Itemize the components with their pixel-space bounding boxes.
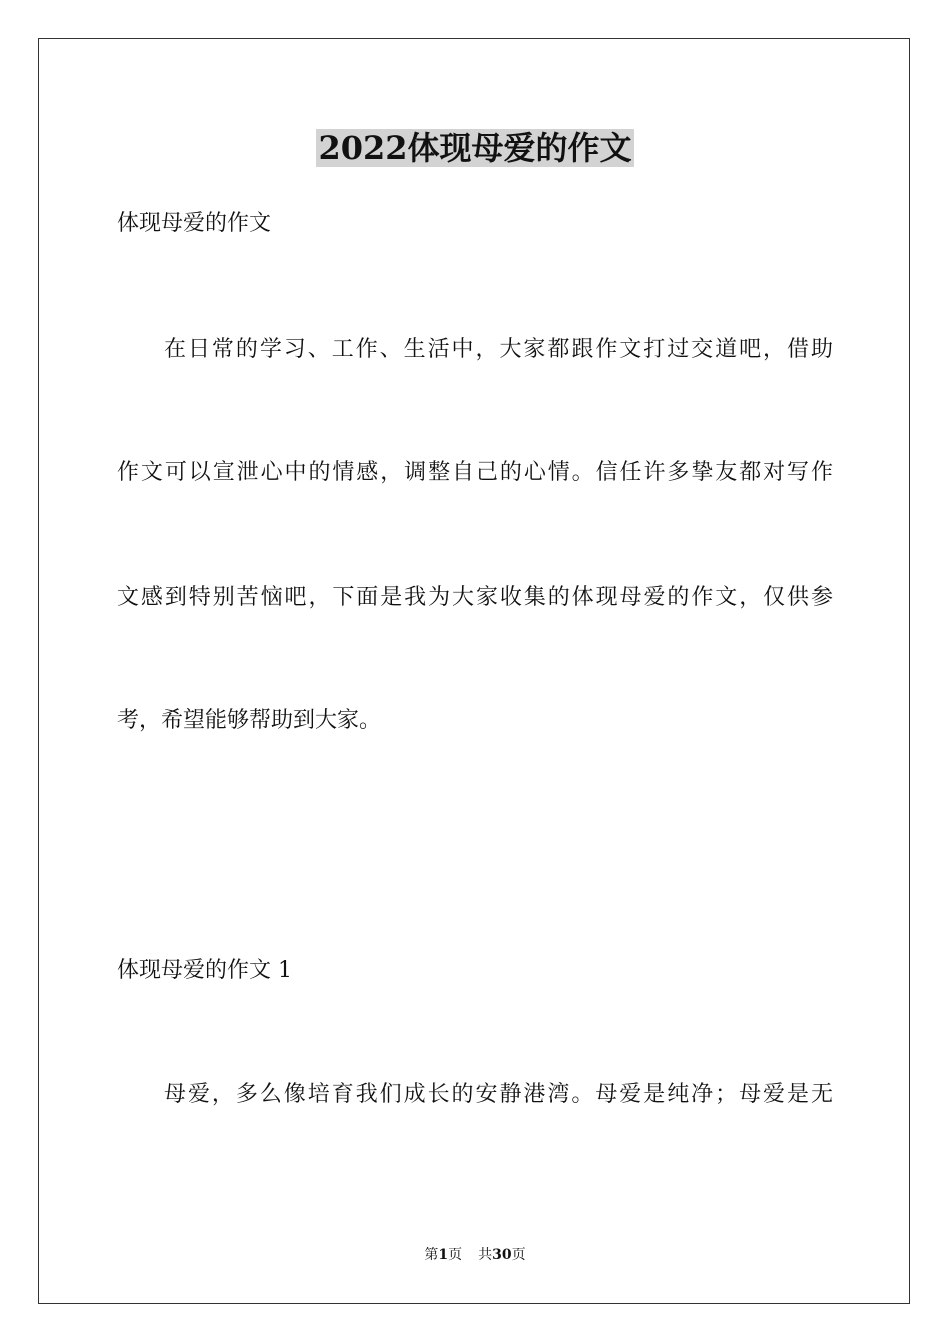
section-heading: 体现母爱的作文 1 bbox=[117, 958, 292, 983]
document-title-text: 2022体现母爱的作文 bbox=[318, 129, 632, 167]
intro-paragraph-line: 考，希望能够帮助到大家。 bbox=[117, 708, 382, 733]
document-title bbox=[0, 126, 950, 170]
intro-paragraph-line: 在日常的学习、工作、生活中，大家都跟作文打过交道吧，借助 bbox=[164, 337, 833, 362]
intro-paragraph-line: 作文可以宣泄心中的情感，调整自己的心情。信任许多挚友都对写作 bbox=[117, 460, 833, 485]
footer-total-suffix: 页 bbox=[511, 1247, 526, 1263]
footer-page-total: 30 bbox=[492, 1247, 512, 1263]
footer-total-prefix: 共 bbox=[478, 1247, 493, 1263]
footer-page-current: 1 bbox=[438, 1247, 449, 1263]
footer-page-prefix: 第 bbox=[424, 1247, 439, 1263]
footer-page-suffix: 页 bbox=[448, 1247, 463, 1263]
intro-paragraph-line: 文感到特别苦恼吧，下面是我为大家收集的体现母爱的作文，仅供参 bbox=[117, 585, 833, 610]
document-subtitle: 体现母爱的作文 bbox=[117, 211, 272, 236]
page-footer bbox=[0, 1245, 950, 1265]
section-paragraph-line: 母爱，多么像培育我们成长的安静港湾。母爱是纯净；母爱是无 bbox=[164, 1082, 833, 1107]
